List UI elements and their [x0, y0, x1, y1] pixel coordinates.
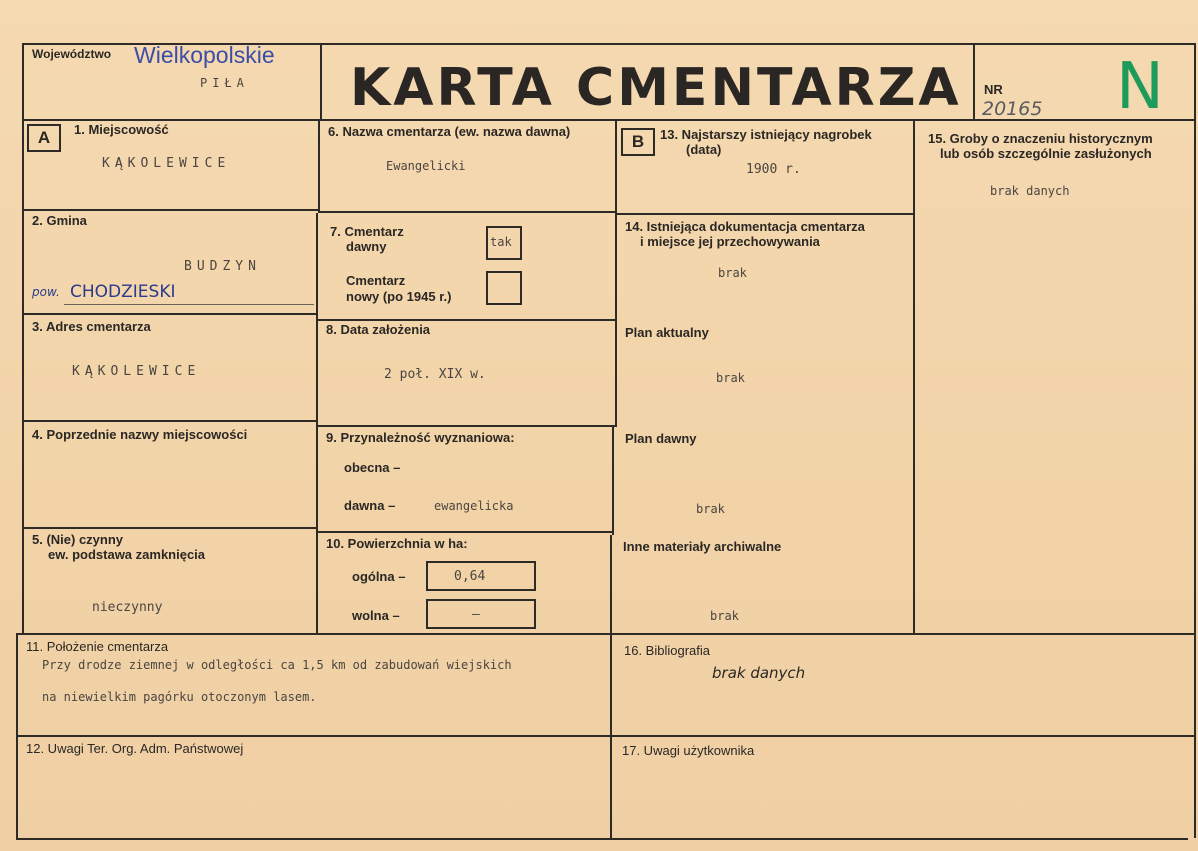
- row-11-12: [16, 735, 1194, 737]
- f7-dawny-checkbox: [486, 226, 522, 260]
- f10-wolna-box: [426, 599, 536, 629]
- plan-dawny-value: brak: [696, 502, 725, 516]
- f9-obecna-label: obecna –: [344, 460, 401, 475]
- section-b-marker: B: [621, 128, 655, 156]
- col-divider-1: [318, 119, 320, 213]
- f15-label-line1: 15. Groby o znaczeniu historycznym: [928, 131, 1153, 146]
- f2-label: 2. Gmina: [32, 213, 87, 228]
- f8-label: 8. Data założenia: [326, 322, 431, 337]
- row-lower-top: [16, 633, 1194, 635]
- f11-label: 11. Położenie cmentarza: [26, 639, 169, 654]
- row-8-9: [316, 425, 615, 427]
- row-6-7: [318, 211, 615, 213]
- col-divider-2c: [610, 535, 612, 838]
- f2-value: BUDZYN: [184, 259, 261, 274]
- f10-label: 10. Powierzchnia w ha:: [326, 536, 468, 551]
- f5-label-line2: ew. podstawa zamknięcia: [48, 547, 206, 562]
- border-left: [22, 43, 24, 633]
- f10-ogolna-label: ogólna –: [352, 569, 406, 584]
- f17-label: 17. Uwagi użytkownika: [622, 743, 755, 758]
- border-right: [1194, 43, 1196, 838]
- f8-value: 2 poł. XIX w.: [384, 367, 486, 382]
- f11-line1: Przy drodze ziemnej w odległości ca 1,5 km od zabudowań wiejskich: [42, 658, 512, 672]
- row-2-3: [22, 313, 318, 315]
- f7-dawny-line2: dawny: [346, 239, 387, 254]
- col-divider-2b: [612, 427, 614, 535]
- f7-nowy-line2: nowy (po 1945 r.): [346, 289, 452, 304]
- region-stamp: PIŁA: [200, 76, 249, 90]
- f6-value: Ewangelicki: [386, 159, 466, 173]
- f16-label: 16. Bibliografia: [624, 643, 710, 658]
- inne-materialy-value: brak: [710, 609, 739, 623]
- col-divider-2: [615, 119, 617, 427]
- row-9-10: [316, 531, 613, 533]
- f11-line2: na niewielkim pagórku otoczonym lasem.: [42, 690, 317, 704]
- f7-nowy-checkbox: [486, 271, 522, 305]
- f1-label: 1. Miejscowość: [74, 122, 169, 137]
- f9-label: 9. Przynależność wyznaniowa:: [326, 430, 515, 445]
- plan-dawny-label: Plan dawny: [625, 431, 697, 446]
- f2-pow-underline: [64, 304, 314, 305]
- f10-ogolna-box: [426, 561, 536, 591]
- wojewodztwo-label: Województwo: [32, 47, 112, 61]
- row-1-2: [22, 209, 318, 211]
- f15-label-line2: lub osób szczególnie zasłużonych: [940, 146, 1152, 161]
- row-7-8: [316, 319, 615, 321]
- f3-value: KĄKOLEWICE: [72, 364, 201, 379]
- f4-label: 4. Poprzednie nazwy miejscowości: [32, 427, 248, 442]
- plan-aktualny-label: Plan aktualny: [625, 325, 709, 340]
- f7-dawny-line1: 7. Cmentarz: [330, 224, 404, 239]
- nr-value: 20165: [982, 98, 1043, 120]
- f14-label-line2: i miejsce jej przechowywania: [640, 234, 820, 249]
- f2-pow-label: pow.: [32, 285, 60, 299]
- f1-value: KĄKOLEWICE: [102, 156, 231, 171]
- col-divider-1b: [316, 213, 318, 633]
- f15-value: brak danych: [990, 184, 1070, 198]
- header-col2: [973, 43, 975, 120]
- nr-letter: N: [1116, 50, 1164, 124]
- nr-label: NR: [984, 82, 1003, 97]
- f5-value: nieczynny: [92, 600, 163, 615]
- f9-dawna-value: ewangelicka: [434, 499, 514, 513]
- f2-pow-value: CHODZIESKI: [70, 282, 176, 302]
- card-title: KARTA CMENTARZA: [350, 58, 962, 118]
- row-4-5: [22, 527, 318, 529]
- wojewodztwo-stamp: Wielkopolskie: [134, 42, 275, 68]
- f13-label-line2: (data): [686, 142, 722, 157]
- row-13-14: [615, 213, 913, 215]
- header-col1: [320, 43, 322, 120]
- f13-value: 1900 r.: [746, 162, 801, 177]
- f14-value: brak: [718, 266, 747, 280]
- inne-materialy-label: Inne materiały archiwalne: [623, 539, 782, 554]
- f10-ogolna-value: 0,64: [454, 569, 486, 584]
- plan-aktualny-value: brak: [716, 371, 745, 385]
- f5-label-line1: 5. (Nie) czynny: [32, 532, 124, 547]
- f13-label-line1: 13. Najstarszy istniejący nagrobek: [660, 127, 872, 142]
- row-3-4: [22, 420, 318, 422]
- f14-label-line1: 14. Istniejąca dokumentacja cmentarza: [625, 219, 865, 234]
- section-a-marker: A: [27, 124, 61, 152]
- f6-label: 6. Nazwa cmentarza (ew. nazwa dawna): [328, 124, 571, 139]
- col-divider-3: [913, 119, 915, 635]
- f12-label: 12. Uwagi Ter. Org. Adm. Państwowej: [26, 741, 244, 756]
- border-bottom: [16, 838, 1188, 840]
- f16-value: brak danych: [712, 664, 806, 682]
- f10-wolna-label: wolna –: [352, 608, 400, 623]
- f7-dawny-value: tak: [490, 235, 512, 249]
- f10-wolna-value: –: [472, 607, 480, 622]
- f9-dawna-label: dawna –: [344, 498, 396, 513]
- f7-nowy-line1: Cmentarz: [346, 273, 406, 288]
- f3-label: 3. Adres cmentarza: [32, 319, 151, 334]
